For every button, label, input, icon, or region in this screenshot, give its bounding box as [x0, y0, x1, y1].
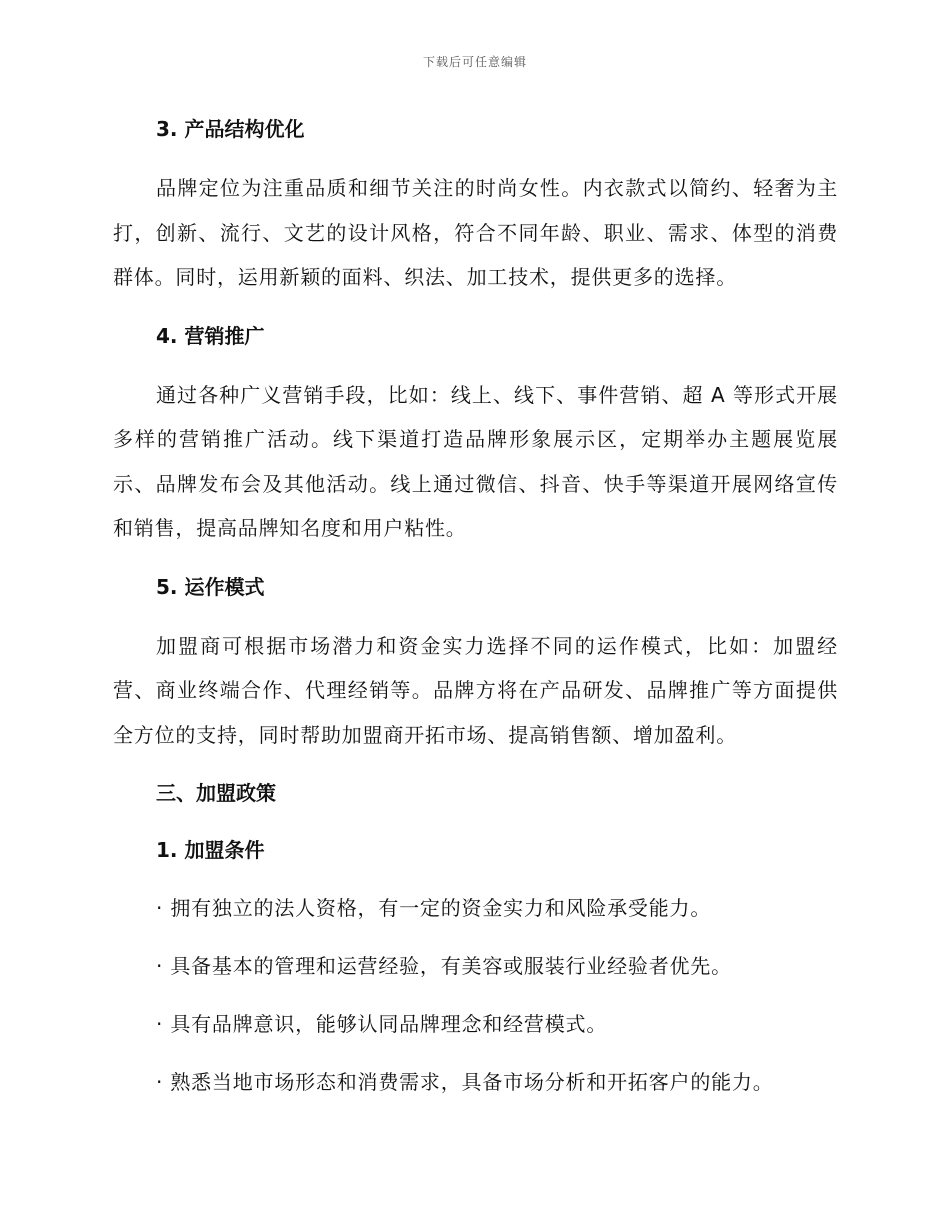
- list-item-condition-4: · 熟悉当地市场形态和消费需求，具备市场分析和开拓客户的能力。: [156, 1070, 774, 1094]
- list-item-condition-1: · 拥有独立的法人资格，有一定的资金实力和风险承受能力。: [156, 896, 712, 920]
- list-item-condition-3: · 具有品牌意识，能够认同品牌理念和经营模式。: [156, 1012, 608, 1036]
- list-item-condition-2: · 具备基本的管理和运营经验，有美容或服装行业经验者优先。: [156, 954, 732, 978]
- section-heading-franchise-policy: 三、加盟政策: [156, 781, 276, 805]
- section-heading-marketing: 4. 营销推广: [156, 323, 265, 348]
- paragraph-operation-mode: 加盟商可根据市场潜力和资金实力选择不同的运作模式，比如：加盟经营、商业终端合作、代理经销等。品牌方将在产品研发、品牌推广等方面提供全方位的支持，同时帮助加盟商开拓市场、提高销售额、增加盈利。: [113, 633, 838, 747]
- section-heading-product-structure: 3. 产品结构优化: [156, 117, 305, 141]
- section-heading-franchise-conditions: 1. 加盟条件: [156, 838, 265, 862]
- document-body: [113, 114, 838, 1097]
- section-heading-operation-mode: 5. 运作模式: [156, 574, 265, 599]
- paragraph-product-structure: 品牌定位为注重品质和细节关注的时尚女性。内衣款式以简约、轻奢为主打，创新、流行、文艺的设计风格，符合不同年龄、职业、需求、体型的消费群体。同时，运用新颖的面料、织法、加工技术，提供更多的选择。: [113, 176, 838, 289]
- paragraph-marketing: 通过各种广义营销手段，比如：线上、线下、事件营销、超 A 等形式开展多样的营销推广活动。线下渠道打造品牌形象展示区，定期举办主题展览展示、品牌发布会及其他活动。线上通过微信、抖音、快手等渠道开展网络宣传和销售，提高品牌知名度和用户粘性。: [113, 382, 838, 540]
- page-header: 下载后可任意编辑: [422, 55, 527, 69]
